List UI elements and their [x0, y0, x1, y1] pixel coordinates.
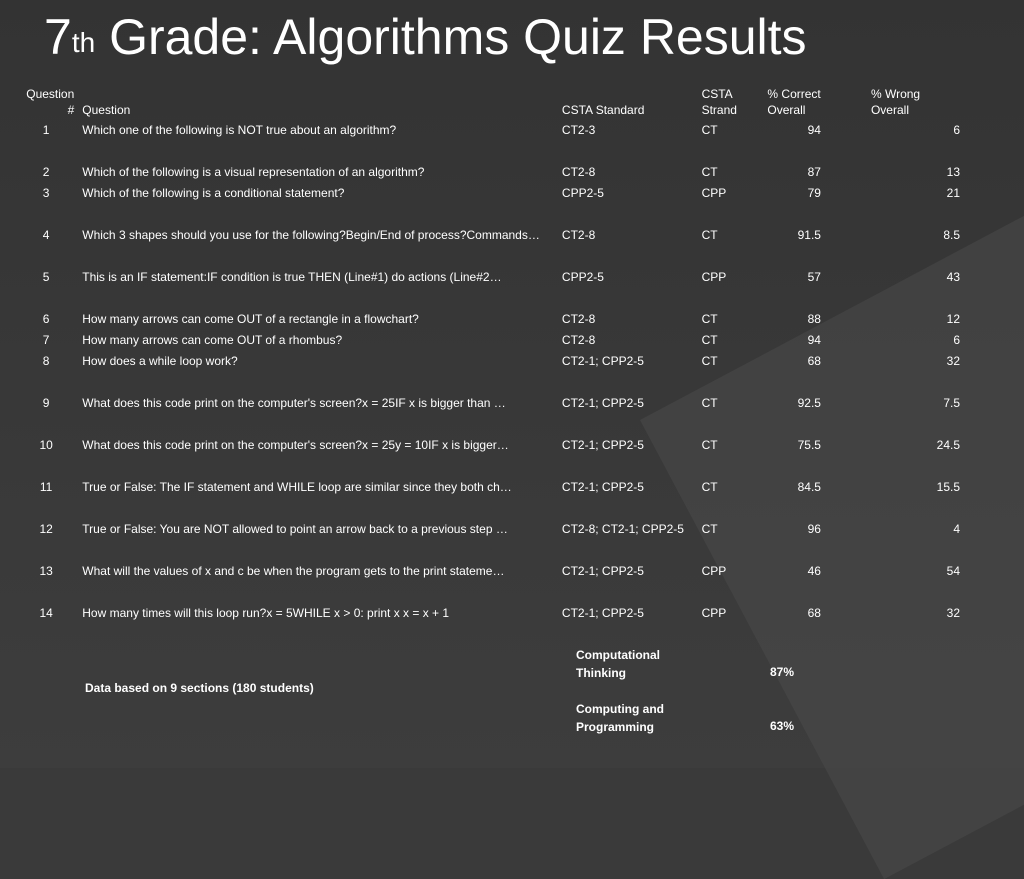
cell-percent-wrong: 6: [953, 123, 960, 137]
cell-csta-standard: CT2-8: [561, 333, 596, 347]
cell-csta-strand: CPP: [701, 270, 727, 284]
cell-percent-wrong: 13: [946, 165, 960, 179]
cell-question-text: Which of the following is a conditional statement?: [82, 186, 345, 200]
cell-percent-correct: 88: [807, 312, 821, 326]
table-row: [14, 227, 964, 269]
header-question: Question: [82, 103, 131, 117]
cell-csta-strand: CPP: [701, 186, 727, 200]
summary-label-computational-thinking: Computational Thinking: [576, 648, 660, 680]
cell-question-number: 14: [39, 606, 53, 620]
cell-percent-correct: 91.5: [797, 228, 821, 242]
cell-csta-standard: CT2-1; CPP2-5: [561, 480, 644, 494]
cell-question-text: Which 3 shapes should you use for the following?Begin/End of process?Commands…: [82, 228, 540, 242]
cell-percent-wrong: 6: [953, 333, 960, 347]
cell-percent-wrong: 54: [946, 564, 960, 578]
cell-percent-correct: 94: [807, 123, 821, 137]
table-row: [14, 311, 964, 332]
cell-percent-correct: 79: [807, 186, 821, 200]
cell-question-text: True or False: The IF statement and WHILE loop are similar since they both ch…: [82, 480, 512, 494]
cell-percent-correct: 75.5: [797, 438, 821, 452]
cell-question-number: 9: [42, 396, 50, 410]
cell-question-text: How does a while loop work?: [82, 354, 238, 368]
cell-percent-wrong: 24.5: [936, 438, 960, 452]
header-question-number: Question #: [26, 87, 75, 117]
table-row: [14, 563, 964, 605]
cell-percent-wrong: 32: [946, 606, 960, 620]
cell-percent-correct: 94: [807, 333, 821, 347]
cell-question-text: What does this code print on the computer's screen?x = 25y = 10IF x is bigger…: [82, 438, 509, 452]
cell-question-text: What will the values of x and c be when the program gets to the print stateme…: [82, 564, 505, 578]
header-percent-correct: % Correct Overall: [767, 87, 821, 117]
cell-csta-strand: CT: [701, 312, 718, 326]
cell-question-number: 13: [39, 564, 53, 578]
cell-question-text: Which one of the following is NOT true about an algorithm?: [82, 123, 397, 137]
cell-csta-standard: CT2-1; CPP2-5: [561, 564, 644, 578]
cell-csta-strand: CT: [701, 480, 718, 494]
cell-percent-correct: 96: [807, 522, 821, 536]
cell-percent-correct: 84.5: [797, 480, 821, 494]
cell-csta-strand: CPP: [701, 606, 727, 620]
table-row: [14, 122, 964, 164]
cell-csta-standard: CT2-3: [561, 123, 596, 137]
cell-question-text: True or False: You are NOT allowed to point an arrow back to a previous step …: [82, 522, 508, 536]
cell-question-number: 12: [39, 522, 53, 536]
cell-percent-wrong: 8.5: [943, 228, 960, 242]
table-row: [14, 164, 964, 185]
cell-csta-standard: CT2-8: [561, 228, 596, 242]
cell-question-text: How many times will this loop run?x = 5WHILE x > 0: print x x = x + 1: [82, 606, 450, 620]
cell-question-number: 3: [42, 186, 50, 200]
cell-csta-strand: CT: [701, 165, 718, 179]
cell-question-text: What does this code print on the computer's screen?x = 25IF x is bigger than …: [82, 396, 506, 410]
table-row: [14, 479, 964, 521]
data-footnote: Data based on 9 sections (180 students): [85, 681, 314, 695]
cell-percent-wrong: 12: [946, 312, 960, 326]
table-row: [14, 353, 964, 395]
header-csta-standard: CSTA Standard: [561, 103, 645, 117]
cell-percent-correct: 57: [807, 270, 821, 284]
table-row: [14, 605, 964, 647]
cell-question-text: How many arrows can come OUT of a rhombus?: [82, 333, 343, 347]
cell-percent-wrong: 21: [946, 186, 960, 200]
cell-percent-wrong: 4: [953, 522, 960, 536]
cell-percent-correct: 87: [807, 165, 821, 179]
table-header-row: [14, 86, 964, 122]
cell-csta-standard: CT2-8; CT2-1; CPP2-5: [561, 522, 684, 536]
slide-title: 7th Grade: Algorithms Quiz Results: [44, 9, 807, 65]
cell-percent-correct: 92.5: [797, 396, 821, 410]
cell-question-number: 1: [42, 123, 50, 137]
cell-csta-standard: CPP2-5: [561, 270, 604, 284]
results-table: [14, 86, 964, 647]
table-row: [14, 395, 964, 437]
cell-percent-wrong: 7.5: [943, 396, 960, 410]
table-row: [14, 521, 964, 563]
table-row: [14, 437, 964, 479]
cell-percent-wrong: 43: [946, 270, 960, 284]
cell-csta-strand: CT: [701, 522, 718, 536]
cell-csta-strand: CT: [701, 228, 718, 242]
header-percent-wrong: % Wrong Overall: [870, 87, 921, 117]
table-row: [14, 332, 964, 353]
cell-percent-correct: 46: [807, 564, 821, 578]
cell-csta-standard: CPP2-5: [561, 186, 604, 200]
cell-question-number: 11: [39, 480, 53, 494]
table-body: [14, 122, 964, 647]
cell-csta-strand: CT: [701, 438, 718, 452]
summary-label-computing-programming: Computing and Programming: [576, 702, 664, 734]
cell-percent-correct: 68: [807, 354, 821, 368]
cell-percent-wrong: 15.5: [936, 480, 960, 494]
cell-question-text: Which of the following is a visual representation of an algorithm?: [82, 165, 425, 179]
cell-question-number: 4: [42, 228, 50, 242]
cell-question-number: 7: [42, 333, 50, 347]
summary-value-computational-thinking: 87%: [770, 665, 795, 679]
cell-question-number: 8: [42, 354, 50, 368]
table-row: [14, 269, 964, 311]
cell-question-text: This is an IF statement:IF condition is true THEN (Line#1) do actions (Line#2…: [82, 270, 502, 284]
summary-value-computing-programming: 63%: [770, 719, 795, 733]
cell-question-text: How many arrows can come OUT of a rectangle in a flowchart?: [82, 312, 419, 326]
cell-csta-standard: CT2-1; CPP2-5: [561, 438, 644, 452]
cell-question-number: 5: [42, 270, 50, 284]
cell-csta-strand: CT: [701, 354, 718, 368]
cell-csta-standard: CT2-8: [561, 312, 596, 326]
cell-percent-correct: 68: [807, 606, 821, 620]
table-row: [14, 185, 964, 227]
cell-csta-standard: CT2-8: [561, 165, 596, 179]
cell-csta-standard: CT2-1; CPP2-5: [561, 396, 644, 410]
cell-csta-standard: CT2-1; CPP2-5: [561, 354, 644, 368]
header-csta-strand: CSTA Strand: [701, 87, 737, 117]
cell-question-number: 6: [42, 312, 50, 326]
cell-csta-standard: CT2-1; CPP2-5: [561, 606, 644, 620]
cell-percent-wrong: 32: [946, 354, 960, 368]
cell-csta-strand: CT: [701, 333, 718, 347]
cell-question-number: 10: [39, 438, 53, 452]
cell-csta-strand: CPP: [701, 564, 727, 578]
cell-csta-strand: CT: [701, 396, 718, 410]
cell-question-number: 2: [42, 165, 50, 179]
cell-csta-strand: CT: [701, 123, 718, 137]
